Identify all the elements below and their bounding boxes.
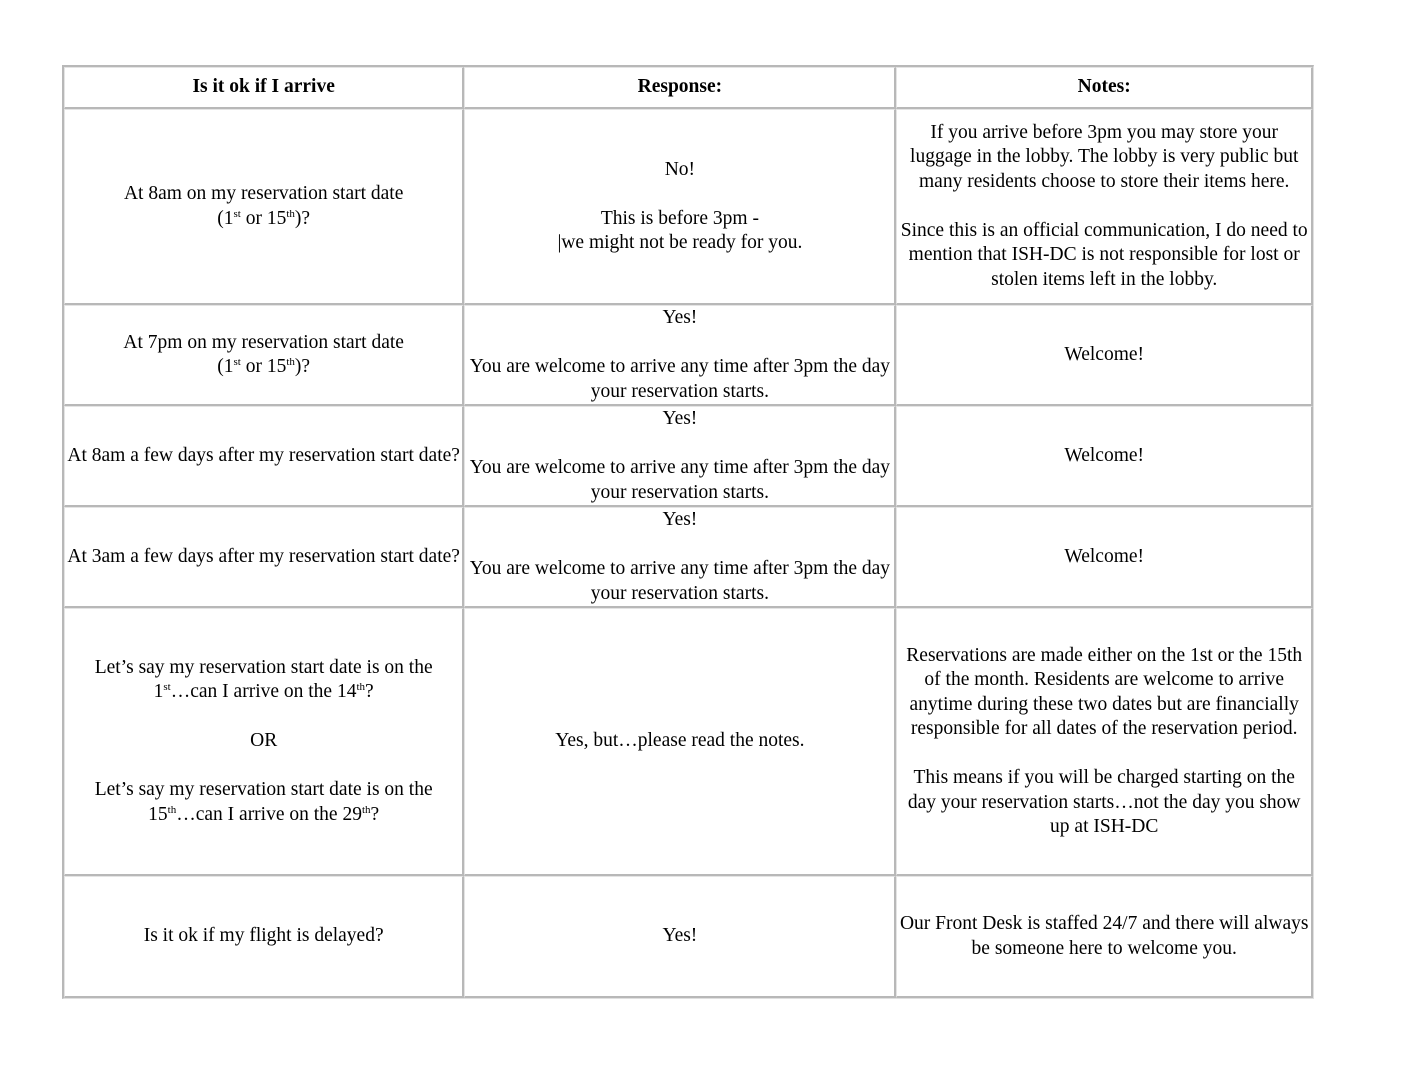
response-text: You are welcome to arrive any time after 3pm the day your reservation starts. bbox=[469, 356, 891, 402]
question-text: 15 bbox=[148, 803, 168, 825]
ordinal-suffix: st bbox=[233, 355, 241, 368]
ordinal-suffix: st bbox=[163, 681, 171, 694]
response-cell bbox=[464, 305, 896, 406]
ordinal-suffix: th bbox=[286, 355, 295, 368]
question-text: (1 bbox=[217, 207, 234, 229]
response-headline: Yes! bbox=[662, 509, 698, 530]
response-cell bbox=[464, 507, 896, 608]
notes-text: Since this is an official communication, I do need to mention that ISH-DC is not responsible for lost or stolen items left in the lobby. bbox=[900, 219, 1308, 290]
header-notes: Notes: bbox=[896, 67, 1313, 109]
notes-text: Our Front Desk is staffed 24/7 and there will always be someone here to welcome you. bbox=[899, 913, 1309, 959]
notes-cell bbox=[896, 305, 1313, 406]
table-row bbox=[64, 608, 1313, 876]
table-row bbox=[64, 507, 1313, 608]
question-text: …can I arrive on the 29 bbox=[176, 803, 362, 825]
response-cell bbox=[464, 876, 896, 998]
table-row bbox=[64, 876, 1313, 998]
question-text: 1 bbox=[153, 681, 164, 703]
question-cell bbox=[64, 507, 464, 608]
question-text: )? bbox=[294, 207, 311, 229]
ordinal-suffix: th bbox=[361, 803, 371, 816]
header-row bbox=[64, 67, 1313, 109]
notes-cell bbox=[896, 876, 1313, 998]
question-text: At 7pm on my reservation start date bbox=[123, 331, 404, 353]
header-question: Is it ok if I arrive bbox=[64, 67, 464, 109]
question-cell bbox=[64, 406, 464, 507]
question-text: At 8am a few days after my reservation start date? bbox=[67, 444, 460, 466]
response-text: This is before 3pm - bbox=[600, 207, 759, 229]
question-text: …can I arrive on the 14 bbox=[170, 681, 357, 703]
header-response: Response: bbox=[464, 67, 896, 109]
notes-cell bbox=[896, 406, 1313, 507]
question-text: At 8am on my reservation start date bbox=[123, 183, 404, 204]
arrival-faq-table bbox=[62, 65, 1314, 999]
notes-text: If you arrive before 3pm you may store your luggage in the lobby. The lobby is very public but many residents choose to store their items here. bbox=[910, 121, 1299, 192]
response-text: You are welcome to arrive any time after 3pm the day your reservation starts. bbox=[469, 558, 891, 604]
question-text: ? bbox=[365, 681, 374, 703]
response-cell bbox=[464, 406, 896, 507]
or-separator: OR bbox=[250, 730, 278, 752]
response-headline: Yes! bbox=[662, 925, 698, 947]
response-cell bbox=[464, 109, 896, 305]
notes-cell bbox=[896, 608, 1313, 876]
response-headline: No! bbox=[664, 158, 696, 180]
notes-cell bbox=[896, 109, 1313, 305]
ordinal-suffix: th bbox=[356, 681, 366, 694]
question-cell bbox=[64, 876, 464, 998]
question-text: Let’s say my reservation start date is on the bbox=[94, 779, 433, 801]
question-text: Let’s say my reservation start date is on the bbox=[94, 656, 433, 678]
table-row bbox=[64, 109, 1313, 305]
table-row bbox=[64, 305, 1313, 406]
notes-text: Reservations are made either on the 1st or the 15th of the month. Residents are welcome to arrive anytime during these two dates but are financially responsible for all dates of the reservation period. bbox=[906, 644, 1303, 739]
question-cell bbox=[64, 305, 464, 406]
question-cell bbox=[64, 109, 464, 305]
notes-text: Welcome! bbox=[1064, 343, 1145, 365]
question-text: or 15 bbox=[240, 207, 287, 229]
question-text: Is it ok if my flight is delayed? bbox=[143, 925, 384, 947]
question-text: ? bbox=[370, 803, 380, 825]
notes-cell bbox=[896, 507, 1313, 608]
question-text: At 3am a few days after my reservation start date? bbox=[67, 545, 460, 567]
ordinal-suffix: st bbox=[233, 207, 241, 220]
response-cell bbox=[464, 608, 896, 876]
ordinal-suffix: th bbox=[286, 207, 295, 220]
table-row bbox=[64, 406, 1313, 507]
notes-text: This means if you will be charged starting on the day your reservation starts…not the day you show up at ISH-DC bbox=[907, 767, 1301, 837]
question-text: (1 bbox=[217, 356, 234, 377]
question-cell bbox=[64, 608, 464, 876]
notes-text: Welcome! bbox=[1064, 545, 1145, 567]
response-text: You are welcome to arrive any time after 3pm the day your reservation starts. bbox=[469, 457, 891, 503]
response-headline: Yes! bbox=[662, 408, 698, 429]
question-text: or 15 bbox=[240, 356, 287, 377]
response-headline: Yes! bbox=[662, 307, 698, 328]
notes-text: Welcome! bbox=[1064, 444, 1145, 466]
response-headline: Yes, but…please read the notes. bbox=[555, 730, 805, 752]
question-text: )? bbox=[294, 356, 311, 377]
ordinal-suffix: th bbox=[167, 803, 177, 816]
response-text: |we might not be ready for you. bbox=[557, 232, 803, 253]
